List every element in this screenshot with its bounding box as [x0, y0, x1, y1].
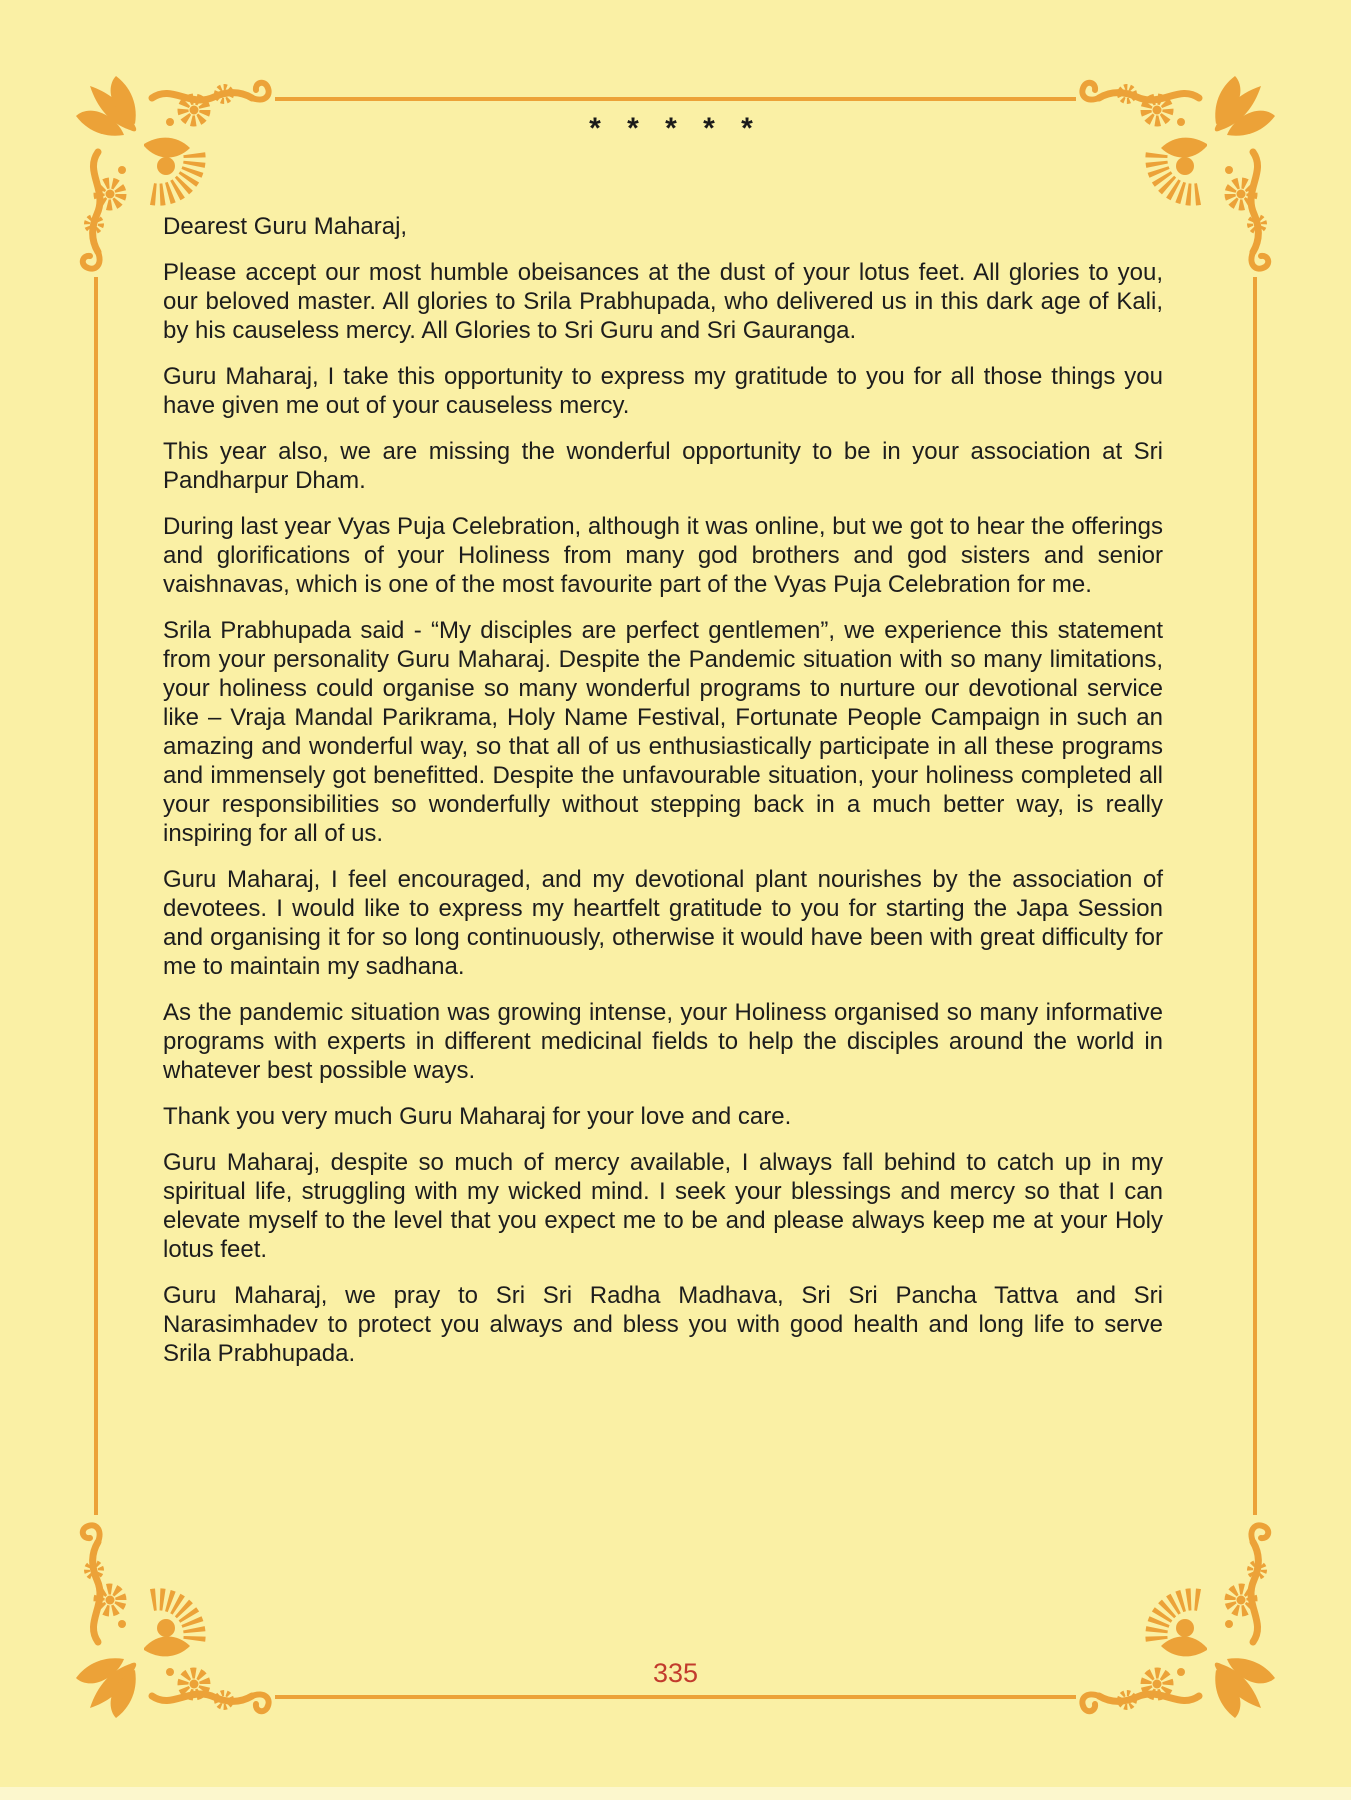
letter-paragraph: During last year Vyas Puja Celebration, although it was online, but we got to hear the offerings and glorifications of your Holiness from many god brothers and god sisters and senior vaishnavas, which is one of the most favourite part of the Vyas Puja Celebration for me.: [163, 513, 1163, 598]
letter-body: [163, 212, 1163, 1385]
letter-paragraph: Please accept our most humble obeisances at the dust of your lotus feet. All glories to you, our beloved master. All glories to Srila Prabhupada, who delivered us in this dark age of Kali, by his causeless mercy. All Glories to Sri Guru and Sri Gauranga.: [163, 259, 1163, 344]
letter-paragraph: As the pandemic situation was growing intense, your Holiness organised so many informative programs with experts in different medicinal fields to help the disciples around the world in whatever best possible ways.: [163, 999, 1163, 1084]
page-number: 335: [652, 1658, 699, 1688]
corner-ornament-bottom-left-icon: [72, 1512, 282, 1722]
letter-paragraph: This year also, we are missing the wonderful opportunity to be in your association at Sri Pandharpur Dham.: [163, 438, 1163, 494]
frame-border-right: [1253, 277, 1257, 1515]
frame-border-bottom: [275, 1695, 1076, 1699]
letter-paragraphs: [163, 258, 1163, 1368]
letter-paragraph: Guru Maharaj, I feel encouraged, and my devotional plant nourishes by the association of devotees. I would like to express my heartfelt gratitude to you for starting the Japa Session and organising it for so long continuously, otherwise it would have been with great difficulty for me to maintain my sadhana.: [163, 866, 1163, 980]
letter-paragraph: Thank you very much Guru Maharaj for your love and care.: [163, 1103, 792, 1130]
corner-ornament-bottom-right-icon: [1069, 1512, 1279, 1722]
letter-paragraph: Guru Maharaj, we pray to Sri Sri Radha Madhava, Sri Sri Pancha Tattva and Sri Narasimhadev to protect you always and bless you with good health and long life to serve Srila Prabhupada.: [163, 1282, 1163, 1367]
frame-border-left: [94, 277, 98, 1515]
page-edge-strip: [0, 1787, 1351, 1800]
stars-separator: * * * * *: [589, 112, 762, 145]
letter-paragraph: Srila Prabhupada said - “My disciples are perfect gentlemen”, we experience this statement from your personality Guru Maharaj. Despite the Pandemic situation with so many limitations, your holiness could organise so many wonderful programs to nurture our devotional service like – Vraja Mandal Parikrama, Holy Name Festival, Fortunate People Campaign in such an amazing and wonderful way, so that all of us enthusiastically participate in all these programs and immensely got benefitted. Despite the unfavourable situation, your holiness completed all your responsibilities so wonderfully without stepping back in a much better way, is really inspiring for all of us.: [163, 617, 1163, 847]
letter-paragraph: Guru Maharaj, I take this opportunity to express my gratitude to you for all those things you have given me out of your causeless mercy.: [163, 363, 1163, 419]
letter-paragraph: Guru Maharaj, despite so much of mercy available, I always fall behind to catch up in my spiritual life, struggling with my wicked mind. I seek your blessings and mercy so that I can elevate myself to the level that you expect me to be and please always keep me at your Holy lotus feet.: [163, 1149, 1163, 1263]
letter-salutation: Dearest Guru Maharaj,: [163, 213, 408, 240]
frame-border-top: [275, 97, 1076, 101]
